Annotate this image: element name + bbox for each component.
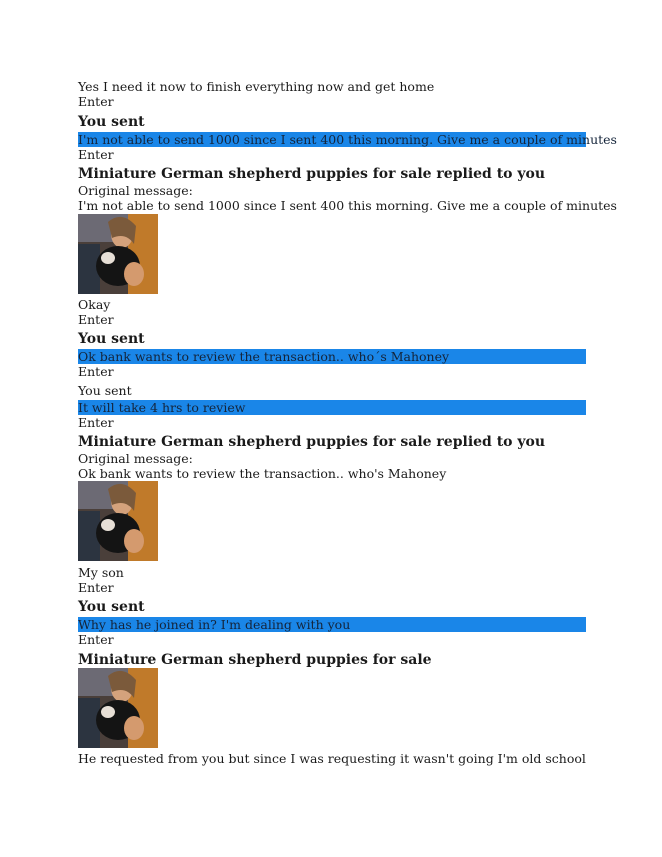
- enter-label: Enter: [78, 312, 114, 327]
- enter-label: Enter: [78, 415, 114, 430]
- enter-label: Enter: [78, 94, 114, 109]
- reply-heading: Miniature German shepherd puppies for sale replied to you: [78, 166, 546, 182]
- original-message-text: I'm not able to send 1000 since I sent 400 this morning. Give me a couple of minutes: [78, 198, 617, 213]
- reply-text: Okay: [78, 297, 111, 312]
- enter-label: Enter: [78, 364, 114, 379]
- enter-label: Enter: [78, 147, 114, 162]
- you-sent-heading: You sent: [78, 599, 145, 615]
- enter-label: Enter: [78, 580, 114, 595]
- sent-message-highlight: Why has he joined in? I'm dealing with you: [78, 617, 586, 632]
- reply-text: My son: [78, 565, 124, 580]
- you-sent-heading: You sent: [78, 114, 145, 130]
- reply-text: He requested from you but since I was requesting it wasn't going I'm old school: [78, 751, 586, 766]
- message-text: Yes I need it now to finish everything now and get home: [78, 79, 435, 94]
- you-sent-heading: You sent: [78, 331, 145, 347]
- sent-message-highlight: Ok bank wants to review the transaction.. who´s Mahoney: [78, 349, 586, 364]
- sent-message-highlight: I'm not able to send 1000 since I sent 400 this morning. Give me a couple of minutes: [78, 132, 617, 147]
- original-message-label: Original message:: [78, 183, 193, 198]
- original-message-text: Ok bank wants to review the transaction.. who's Mahoney: [78, 466, 447, 481]
- enter-label: Enter: [78, 632, 114, 647]
- you-sent-label: You sent: [78, 383, 132, 398]
- sender-heading: Miniature German shepherd puppies for sale: [78, 652, 432, 668]
- original-message-label: Original message:: [78, 451, 193, 466]
- reply-heading: Miniature German shepherd puppies for sale replied to you: [78, 434, 546, 450]
- puppy-photo: [78, 214, 158, 294]
- sent-message-highlight: It will take 4 hrs to review: [78, 400, 586, 415]
- puppy-photo: [78, 481, 158, 561]
- puppy-photo: [78, 668, 158, 748]
